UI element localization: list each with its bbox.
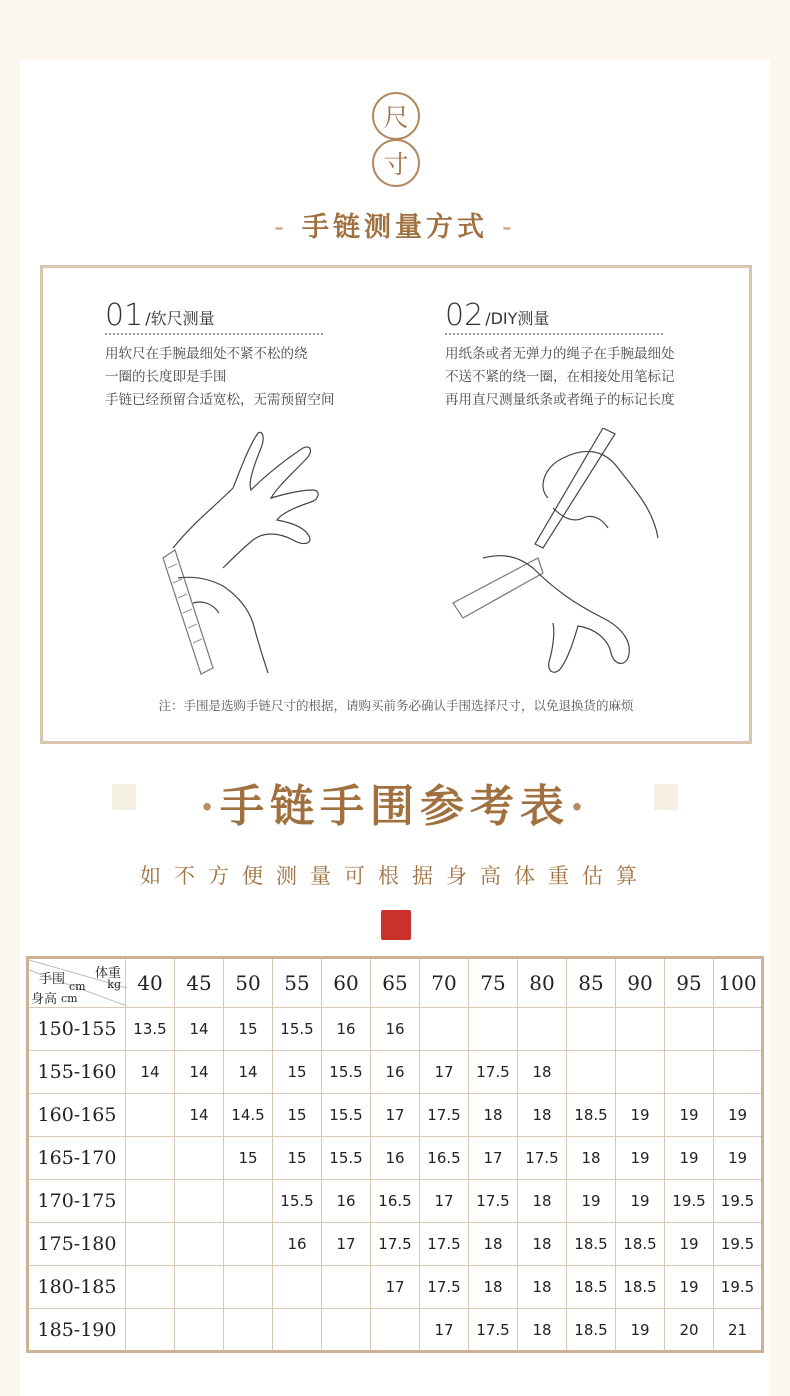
wrist-size-cell: 18.5 bbox=[567, 1223, 616, 1266]
wrist-size-cell: 19 bbox=[665, 1137, 714, 1180]
wrist-size-cell bbox=[126, 1223, 175, 1266]
weight-header-cell: 55 bbox=[273, 958, 322, 1008]
wrist-size-cell: 19.5 bbox=[714, 1180, 763, 1223]
height-range-cell: 155-160 bbox=[28, 1051, 126, 1094]
wrist-size-cell: 19 bbox=[616, 1137, 665, 1180]
method1-line: 用软尺在手腕最细处不紧不松的绕 bbox=[105, 346, 308, 362]
wrist-size-cell: 19.5 bbox=[714, 1223, 763, 1266]
wrist-size-cell: 15 bbox=[224, 1137, 273, 1180]
weight-header-cell: 80 bbox=[518, 958, 567, 1008]
wrist-size-cell: 18 bbox=[469, 1223, 518, 1266]
wrist-size-cell: 19 bbox=[714, 1137, 763, 1180]
height-range-cell: 175-180 bbox=[28, 1223, 126, 1266]
wrist-size-cell: 15.5 bbox=[273, 1180, 322, 1223]
weight-header-cell: 50 bbox=[224, 958, 273, 1008]
table-row bbox=[28, 1051, 763, 1094]
wrist-size-cell: 17 bbox=[420, 1180, 469, 1223]
method2-line: 再用直尺测量纸条或者绳子的标记长度 bbox=[445, 392, 675, 408]
wrist-size-cell: 17 bbox=[371, 1094, 420, 1137]
wrist-size-cell: 17 bbox=[420, 1051, 469, 1094]
wrist-size-cell: 16 bbox=[322, 1008, 371, 1051]
method1-divider bbox=[105, 333, 323, 335]
method-soft-ruler bbox=[105, 298, 335, 412]
wrist-size-cell: 14 bbox=[175, 1008, 224, 1051]
wrist-size-cell bbox=[567, 1051, 616, 1094]
wrist-size-cell: 14.5 bbox=[224, 1094, 273, 1137]
wrist-size-cell bbox=[322, 1266, 371, 1309]
wrist-size-cell: 18.5 bbox=[616, 1223, 665, 1266]
measure-methods-box bbox=[40, 265, 752, 744]
wrist-size-cell: 19 bbox=[665, 1266, 714, 1309]
table-header-row bbox=[28, 958, 763, 1008]
diy-pencil-hand-illustration bbox=[443, 428, 673, 678]
wrist-size-cell: 19 bbox=[665, 1094, 714, 1137]
corner-weight-unit: kg bbox=[107, 978, 121, 991]
weight-header-cell: 45 bbox=[175, 958, 224, 1008]
seal-circle-top bbox=[372, 92, 420, 140]
table-row bbox=[28, 1223, 763, 1266]
wrist-size-cell: 17.5 bbox=[469, 1051, 518, 1094]
wrist-size-cell: 13.5 bbox=[126, 1008, 175, 1051]
wrist-size-cell bbox=[665, 1008, 714, 1051]
wrist-size-cell: 19 bbox=[665, 1223, 714, 1266]
wrist-size-cell: 15 bbox=[273, 1051, 322, 1094]
wrist-size-cell: 18 bbox=[518, 1051, 567, 1094]
weight-header-cell: 75 bbox=[469, 958, 518, 1008]
corner-weight-label: 体重 bbox=[94, 966, 121, 981]
wrist-size-cell: 18.5 bbox=[567, 1309, 616, 1352]
wrist-size-cell bbox=[616, 1051, 665, 1094]
wrist-size-cell: 16 bbox=[322, 1180, 371, 1223]
weight-header-cell: 65 bbox=[371, 958, 420, 1008]
wrist-size-cell bbox=[224, 1309, 273, 1352]
table-row bbox=[28, 1008, 763, 1051]
wrist-size-cell: 18.5 bbox=[567, 1094, 616, 1137]
wrist-size-cell bbox=[175, 1137, 224, 1180]
method2-title: /DIY测量 bbox=[485, 309, 550, 328]
wrist-size-cell: 18 bbox=[518, 1180, 567, 1223]
wrist-size-cell bbox=[126, 1180, 175, 1223]
method2-line: 不送不紧的绕一圈，在相接处用笔标记 bbox=[445, 369, 675, 385]
wrist-size-cell: 17.5 bbox=[518, 1137, 567, 1180]
wrist-size-cell: 14 bbox=[126, 1051, 175, 1094]
wrist-size-cell bbox=[126, 1094, 175, 1137]
height-range-cell: 170-175 bbox=[28, 1180, 126, 1223]
wrist-size-cell bbox=[322, 1309, 371, 1352]
weight-header-cell: 95 bbox=[665, 958, 714, 1008]
wrist-size-cell: 18.5 bbox=[616, 1266, 665, 1309]
wrist-size-cell: 15 bbox=[273, 1094, 322, 1137]
wrist-size-cell: 18.5 bbox=[567, 1266, 616, 1309]
wrist-size-cell: 15 bbox=[224, 1008, 273, 1051]
wrist-size-cell: 15.5 bbox=[322, 1137, 371, 1180]
wrist-size-cell bbox=[518, 1008, 567, 1051]
measurement-note: 注：手围是选购手链尺寸的根据，请购买前务必确认手围选择尺寸，以免退换货的麻烦 bbox=[158, 698, 634, 713]
measure-heading-text: 手链测量方式 bbox=[302, 212, 488, 243]
wrist-size-cell bbox=[420, 1008, 469, 1051]
wrist-size-cell bbox=[126, 1266, 175, 1309]
table-row bbox=[28, 1180, 763, 1223]
wrist-size-cell bbox=[126, 1309, 175, 1352]
wrist-size-cell: 16.5 bbox=[371, 1180, 420, 1223]
wrist-size-cell bbox=[714, 1008, 763, 1051]
wrist-size-cell: 17.5 bbox=[371, 1223, 420, 1266]
wrist-size-cell: 14 bbox=[224, 1051, 273, 1094]
wrist-size-cell bbox=[273, 1309, 322, 1352]
wrist-size-cell: 19 bbox=[616, 1180, 665, 1223]
wrist-size-cell bbox=[469, 1008, 518, 1051]
height-range-cell: 185-190 bbox=[28, 1309, 126, 1352]
reference-title-text: 手链手围参考表 bbox=[220, 781, 570, 832]
height-range-cell: 150-155 bbox=[28, 1008, 126, 1051]
wrist-size-cell bbox=[224, 1223, 273, 1266]
wrist-size-cell: 19 bbox=[616, 1309, 665, 1352]
wrist-size-cell: 14 bbox=[175, 1094, 224, 1137]
wrist-size-table bbox=[26, 956, 764, 1353]
wrist-size-cell bbox=[616, 1008, 665, 1051]
wrist-size-cell: 16.5 bbox=[420, 1137, 469, 1180]
weight-header-cell: 100 bbox=[714, 958, 763, 1008]
wrist-size-cell bbox=[175, 1180, 224, 1223]
soft-ruler-hand-illustration bbox=[153, 428, 343, 678]
table-row bbox=[28, 1137, 763, 1180]
weight-header-cell: 70 bbox=[420, 958, 469, 1008]
method1-number: 01 bbox=[105, 298, 144, 333]
wrist-size-cell: 19 bbox=[616, 1094, 665, 1137]
wrist-size-cell bbox=[175, 1223, 224, 1266]
table-row bbox=[28, 1266, 763, 1309]
wrist-size-cell: 16 bbox=[273, 1223, 322, 1266]
seal-char-top: 尺 bbox=[383, 103, 409, 132]
seal-circle-bottom bbox=[372, 139, 420, 187]
seal-char-bottom: 寸 bbox=[383, 150, 409, 179]
weight-header-cell: 85 bbox=[567, 958, 616, 1008]
wrist-size-cell: 18 bbox=[518, 1094, 567, 1137]
wrist-size-cell: 18 bbox=[518, 1223, 567, 1266]
wrist-size-cell: 17.5 bbox=[469, 1180, 518, 1223]
wrist-size-cell: 15.5 bbox=[273, 1008, 322, 1051]
wrist-size-cell: 17 bbox=[371, 1266, 420, 1309]
corner-wrist-label: 手围 bbox=[39, 972, 66, 987]
wrist-size-cell: 17.5 bbox=[420, 1223, 469, 1266]
wrist-size-cell: 16 bbox=[371, 1137, 420, 1180]
wrist-size-cell: 15 bbox=[273, 1137, 322, 1180]
corner-height-unit: cm bbox=[61, 992, 78, 1005]
wrist-size-cell: 14 bbox=[175, 1051, 224, 1094]
method2-number: 02 bbox=[445, 298, 484, 333]
wrist-size-cell: 16 bbox=[371, 1008, 420, 1051]
method1-title: /软尺测量 bbox=[145, 309, 215, 328]
weight-header-cell: 40 bbox=[126, 958, 175, 1008]
wrist-size-cell: 18 bbox=[469, 1094, 518, 1137]
method2-divider bbox=[445, 333, 663, 335]
wrist-size-cell bbox=[175, 1309, 224, 1352]
wrist-size-cell: 18 bbox=[567, 1137, 616, 1180]
wrist-size-cell bbox=[371, 1309, 420, 1352]
wrist-size-cell bbox=[273, 1266, 322, 1309]
wrist-size-cell: 17.5 bbox=[420, 1266, 469, 1309]
weight-header-cell: 60 bbox=[322, 958, 371, 1008]
height-range-cell: 180-185 bbox=[28, 1266, 126, 1309]
wrist-size-cell bbox=[126, 1137, 175, 1180]
wrist-size-cell bbox=[224, 1180, 273, 1223]
height-range-cell: 165-170 bbox=[28, 1137, 126, 1180]
wrist-size-cell bbox=[175, 1266, 224, 1309]
wrist-size-cell: 19.5 bbox=[665, 1180, 714, 1223]
wrist-size-cell bbox=[224, 1266, 273, 1309]
weight-header-cell: 90 bbox=[616, 958, 665, 1008]
wrist-size-cell: 19 bbox=[567, 1180, 616, 1223]
method1-line: 手链已经预留合适宽松，无需预留空间 bbox=[105, 392, 335, 408]
table-row bbox=[28, 1094, 763, 1137]
wrist-size-cell: 17.5 bbox=[469, 1309, 518, 1352]
method2-line: 用纸条或者无弹力的绳子在手腕最细处 bbox=[445, 346, 675, 362]
corner-wrist-unit: cm bbox=[69, 980, 86, 993]
wrist-size-cell: 17 bbox=[322, 1223, 371, 1266]
seal-stamp-icon bbox=[381, 910, 411, 940]
table-row bbox=[28, 1309, 763, 1352]
method1-line: 一圈的长度即是手围 bbox=[105, 369, 227, 385]
wrist-size-cell: 17.5 bbox=[420, 1094, 469, 1137]
wrist-size-cell bbox=[665, 1051, 714, 1094]
wrist-size-cell: 16 bbox=[371, 1051, 420, 1094]
wrist-size-cell: 20 bbox=[665, 1309, 714, 1352]
wrist-size-cell: 15.5 bbox=[322, 1051, 371, 1094]
table-corner-cell bbox=[28, 958, 126, 1008]
wrist-size-cell: 17 bbox=[469, 1137, 518, 1180]
height-range-cell: 160-165 bbox=[28, 1094, 126, 1137]
wrist-size-cell: 17 bbox=[420, 1309, 469, 1352]
reference-table-title: ·手链手围参考表· bbox=[200, 781, 590, 832]
wrist-size-cell: 18 bbox=[518, 1266, 567, 1309]
wrist-size-cell: 18 bbox=[518, 1309, 567, 1352]
wrist-size-cell: 15.5 bbox=[322, 1094, 371, 1137]
wrist-size-cell: 19.5 bbox=[714, 1266, 763, 1309]
corner-height-label: 身高 bbox=[31, 992, 58, 1007]
wrist-size-cell: 21 bbox=[714, 1309, 763, 1352]
wrist-size-cell bbox=[714, 1051, 763, 1094]
wrist-size-cell: 18 bbox=[469, 1266, 518, 1309]
wrist-size-cell bbox=[567, 1008, 616, 1051]
measure-heading: - 手链测量方式 - bbox=[274, 212, 516, 243]
reference-subtitle: 如不方便测量可根据身高体重估算 bbox=[140, 864, 650, 888]
wrist-size-cell: 19 bbox=[714, 1094, 763, 1137]
method-diy bbox=[445, 298, 675, 412]
